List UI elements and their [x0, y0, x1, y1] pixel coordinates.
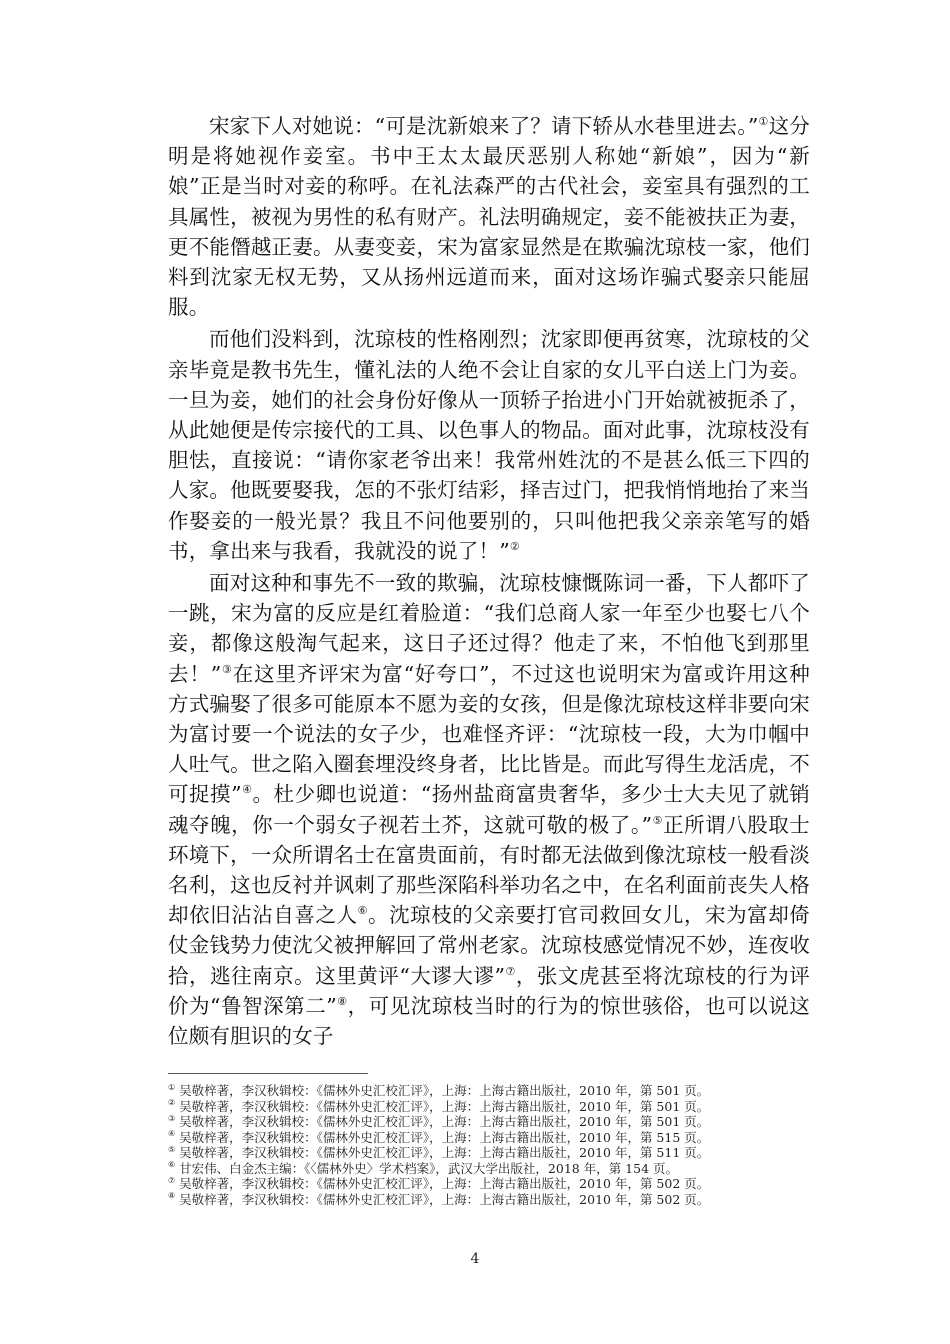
body-text: [168, 111, 810, 1051]
footnote-ref[interactable]: ③: [221, 662, 233, 676]
footnote: [168, 1114, 828, 1130]
text-run: ，张文虎甚至将沈琼枝的行为评价为“鲁智深第二”: [168, 963, 810, 1018]
footnote-text: 吴敬梓著，李汉秋辑校：《儒林外史汇校汇评》，上海：上海古籍出版社，2010 年，第 515 页。: [179, 1129, 710, 1145]
footnote-text: 吴敬梓著，李汉秋辑校：《儒林外史汇校汇评》，上海：上海古籍出版社，2010 年，第 511 页。: [179, 1145, 710, 1160]
footnote-ref[interactable]: ④: [241, 783, 253, 797]
footnote-mark: ②: [168, 1098, 176, 1108]
text-run: 在这里齐评宋为富“好夸口”，不过这也说明宋为富或许用这种方式骗娶了很多可能原本不愿为妾的女孩，但是像沈琼枝这样非要向宋为富讨要一个说法的女子少，也难怪齐评：“沈琼枝一段，大为巾帼中人吐气。世之陷入圈套埋没终身者，比比皆是。而此写得生龙活虎，不可捉摸”: [168, 661, 810, 807]
footnotes: [168, 1083, 828, 1207]
text-run: 而他们没料到，沈琼枝的性格刚烈；沈家即便再贫寒，沈琼枝的父亲毕竟是教书先生，懂礼法的人绝不会让自家的女儿平白送上门为妾。一旦为妾，她们的社会身份好像从一顶轿子抬进小门开始就被扼杀了，从此她便是传宗接代的工具、以色事人的物品。面对此事，沈琼枝没有胆怯，直接说：“请你家老爷出来！我常州姓沈的不是甚么低三下四的人家。他既要娶我，怎的不张灯结彩，择吉过门，把我悄悄地抬了来当作娶妾的一般光景？我且不问他要别的，只叫他把我父亲亲笔写的婚书，拿出来与我看，我就没的说了！”: [168, 327, 810, 563]
footnote: [168, 1161, 828, 1177]
text-run: 这分明是将她视作妾室。书中王太太最厌恶别人称她“新娘”，因为“新娘”正是当时对妾的称呼。在礼法森严的古代社会，妾室具有强烈的工具属性，被视为男性的私有财产。礼法明确规定，妾不能被扶正为妻，更不能僭越正妻。从妻变妾，宋为富家显然是在欺骗沈琼枝一家，他们料到沈家无权无势，又从扬州远道而来，面对这场诈骗式娶亲只能屈服。: [168, 114, 811, 320]
footnote-text: 吴敬梓著，李汉秋辑校：《儒林外史汇校汇评》，上海：上海古籍出版社，2010 年，第 501 页。: [179, 1098, 710, 1114]
footnote-ref[interactable]: ①: [758, 115, 769, 129]
footnote: [168, 1145, 828, 1161]
text-run: 宋家下人对她说：“可是沈新娘来了？请下轿从水巷里进去。”: [209, 114, 759, 138]
footnote-text: 吴敬梓著，李汉秋辑校：《儒林外史汇校汇评》，上海：上海古籍出版社，2010 年，第 501 页。: [179, 1114, 710, 1129]
text-run: ，可见沈琼枝当时的行为的惊世骇俗，也可以说这位颇有胆识的女子: [168, 993, 811, 1049]
footnote-mark: ⑤: [168, 1144, 176, 1154]
footnote: [168, 1130, 828, 1146]
text-run: 。杜少卿也说道：“扬州盐商富贵奢华，多少士大夫见了就销魂夺魄，你一个弱女子视若土芥，这就可敬的极了。”: [168, 782, 811, 837]
footnote-mark: ⑦: [168, 1175, 176, 1185]
footnote-ref[interactable]: ⑧: [336, 995, 348, 1009]
text-run: 面对这种和事先不一致的欺骗，沈琼枝慷慨陈词一番，下人都吓了一跳，宋为富的反应是红着脸道：“我们总商人家一年至少也娶七八个妾，都像这般淘气起来，这日子还过得？他走了来，不怕他飞到那里去！”: [168, 571, 810, 686]
footnote-separator: [168, 1073, 368, 1074]
footnote: [168, 1192, 828, 1208]
text-run: 。沈琼枝的父亲要打官司救回女儿，宋为富却倚仗金钱势力使沈父被押解回了常州老家。沈琼枝感觉情况不妙，连夜收拾，逃往南京。这里黄评“大谬大谬”: [168, 903, 810, 988]
footnote: [168, 1083, 828, 1099]
paragraph: [168, 324, 810, 566]
footnote-ref[interactable]: ②: [509, 540, 520, 554]
footnote-text: 吴敬梓著，李汉秋辑校：《儒林外史汇校汇评》，上海：上海古籍出版社，2010 年，第 501 页。: [179, 1083, 710, 1098]
footnote-mark: ⑧: [168, 1191, 176, 1201]
footnote-ref[interactable]: ⑤: [652, 813, 664, 827]
footnote-mark: ⑥: [168, 1160, 176, 1170]
footnote-mark: ①: [168, 1082, 176, 1092]
footnote-mark: ④: [168, 1129, 176, 1139]
footnote: [168, 1099, 828, 1115]
footnote-ref[interactable]: ⑥: [357, 904, 369, 918]
text-run: 正所谓八股取士环境下，一众所谓名士在富贵面前，有时都无法做到像沈琼枝一般看淡名利，这也反衬并讽刺了那些深陷科举功名之中，在名利面前丧失人格却依旧沾沾自喜之人: [168, 812, 811, 928]
footnote: [168, 1176, 828, 1192]
footnote-text: 甘宏伟、白金杰主编：《〈儒林外史〉学术档案》，武汉大学出版社，2018 年，第 154 页。: [179, 1160, 679, 1176]
paragraph: [168, 111, 810, 322]
footnote-text: 吴敬梓著，李汉秋辑校：《儒林外史汇校汇评》，上海：上海古籍出版社，2010 年，第 502 页。: [179, 1176, 710, 1191]
footnote-mark: ③: [168, 1113, 176, 1123]
footnote-ref[interactable]: ⑦: [505, 964, 516, 978]
page-number: 4: [470, 1251, 480, 1267]
paragraph: [168, 568, 810, 1051]
footnote-text: 吴敬梓著，李汉秋辑校：《儒林外史汇校汇评》，上海：上海古籍出版社，2010 年，第 502 页。: [179, 1191, 710, 1207]
